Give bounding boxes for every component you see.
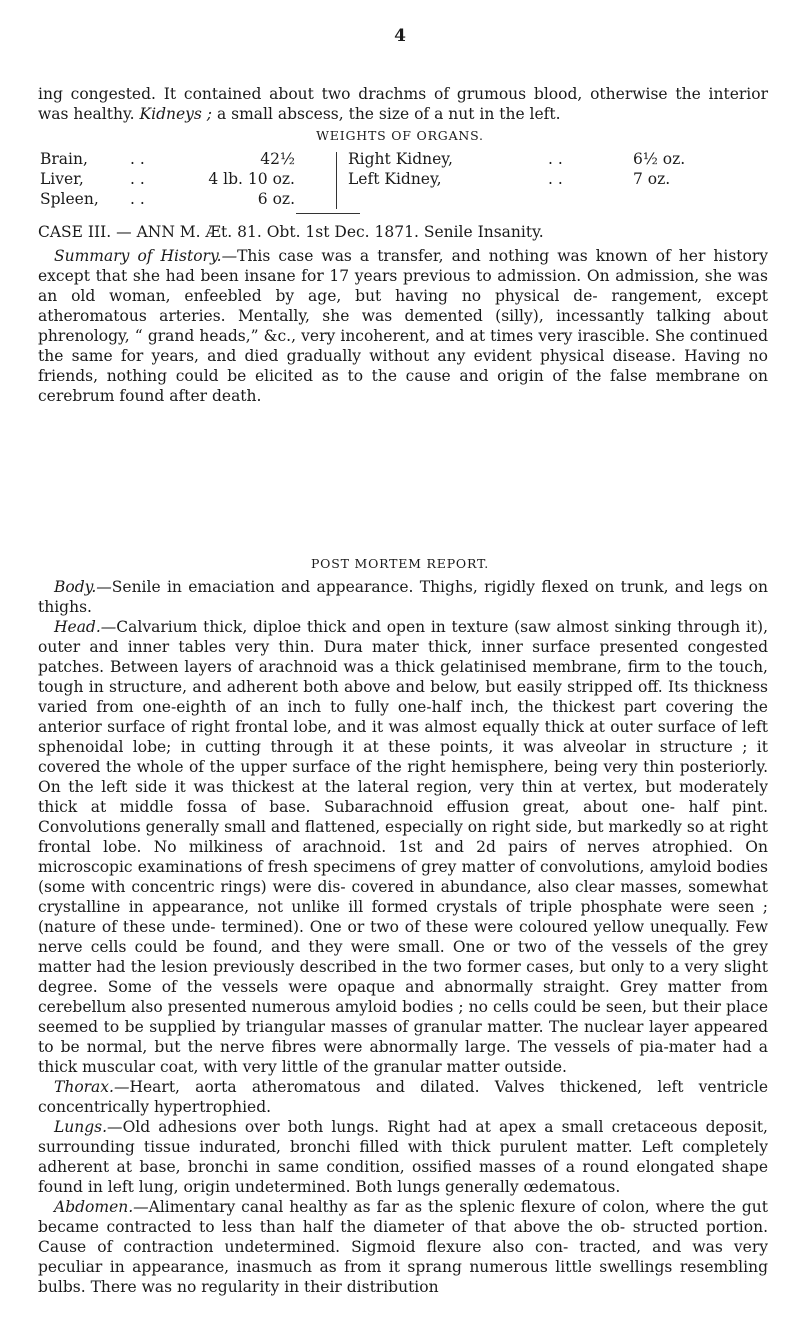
abdomen-text: Alimentary canal healthy as far as the splenic flexure of colon, where the gut became contracted to less than half the diameter of that above the ob- structed portion. Cause of contraction undetermined. Sigmoid flexure also con- tracted, and was very peculiar in appearance, inasmuch as from it sprang numerous little swellings resembling bulbs. There was no regularity in their distribution <box>38 1198 768 1296</box>
weight-row-left-kidney <box>348 169 768 189</box>
weight-row-spleen <box>40 189 320 209</box>
thorax-paragraph <box>38 1077 768 1117</box>
thorax-text: Heart, aorta atheromatous and dilated. Valves thickened, left ventricle concentrically hypertrophied. <box>38 1078 768 1116</box>
leader-dots: . . <box>130 150 145 168</box>
kidneys-text: a small abscess, the size of a nut in the left. <box>216 105 561 123</box>
case-heading: CASE III. — ANN M. Æt. 81. Obt. 1st Dec. 1871. Senile Insanity. <box>38 223 544 241</box>
organ-weight: 6½ oz. <box>633 150 686 168</box>
summary-text: This case was a transfer, and nothing was known of her history except that she had been insane for 17 years previous to admission. On admission, she was an old woman, enfeebled by age, but having no physical de- rangement, except atheromatous arteries. Mentally, she was demented (silly), incessantly talking about phrenology, “ grand heads,” &c., very incoherent, and at times very irascible. She continued the same for years, and died gradually without any evident physical disease. Having no friends, nothing could be elicited as to the cause and origin of the false membrane on cerebrum found after death. <box>38 247 769 405</box>
head-paragraph <box>38 617 768 1077</box>
leader-dots: . . <box>548 150 563 168</box>
leader-dots: . . <box>548 170 563 188</box>
organ-name: Left Kidney, <box>348 170 442 188</box>
thorax-label: Thorax.— <box>54 1078 130 1096</box>
summary-label: Summary of History.— <box>54 247 238 265</box>
organ-name: Right Kidney, <box>348 150 453 168</box>
post-mortem-heading: POST MORTEM REPORT. <box>310 556 490 571</box>
organ-weight: 4 lb. 10 oz. <box>208 170 295 188</box>
head-text: Calvarium thick, diploe thick and open in texture (saw almost sinking through it), outer and inner tables very thin. Dura mater thick, inner surface presented congested patches. Between layers of arachnoid was a thick gelatinised membrane, firm to the touch, tough in structure, and adherent both above and below, but easily stripped off. Its thickness varied from one-eighth of an inch to fully one-half inch, the thickest part covering the anterior surface of right frontal lobe, and it was almost equally thick at outer surface of left sphenoidal lobe; in cutting through it at these points, it was alveolar in structure ; it covered the whole of the upper surface of the right hemisphere, being very thin posteriorly. On the left side it was thickest at the lateral region, very thin at vertex, but moderately thick at middle fossa of base. Subarachnoid effusion great, about one- half pint. Convolutions generally small and flattened, especially on right side, but markedly so at right frontal lobe. No milkiness of arachnoid. 1st and 2d pairs of nerves atrophied. On microscopic examinations of fresh specimens of grey matter of convolutions, amyloid bodies (some with concentric rings) were dis- covered in abundance, also clear masses, somewhat crystalline in appearance, not unlike ill formed crystals of triple phosphate were seen ; (nature of these unde- termined). One or two of these were coloured yellow unequally. Few nerve cells could be found, and they were small. One or two of the vessels of the grey matter had the lesion previously described in the two former cases, but only to a very slight degree. Some of the vessels were opaque and abnormally straight. Grey matter from cerebellum also presented numerous amyloid bodies ; no cells could be seen, but their place seemed to be supplied by triangular masses of granular matter. The nuclear layer appeared to be normal, but the nerve fibres were abnormally large. The vessels of pia-mater had a thick muscular coat, with very little of the granular matter outside. <box>38 618 768 1076</box>
weight-row-right-kidney <box>348 149 768 169</box>
lungs-text: Old adhesions over both lungs. Right had at apex a small cretaceous deposit, surrounding tissue indurated, bronchi filled with thick purulent matter. Left completely adherent at base, bronchi in same condition, ossified masses of a round elongated shape found in left lung, origin undetermined. Both lungs generally œdematous. <box>38 1118 768 1196</box>
body-text: Senile in emaciation and appearance. Thighs, rigidly flexed on trunk, and legs on thighs. <box>38 578 768 616</box>
abdomen-paragraph <box>38 1197 768 1297</box>
organ-weight: 42½ <box>260 150 295 168</box>
head-label: Head.— <box>54 618 117 636</box>
lungs-paragraph <box>38 1117 768 1197</box>
abdomen-label: Abdomen.— <box>54 1198 149 1216</box>
weights-right-column <box>348 149 768 189</box>
weight-row-liver <box>40 169 320 189</box>
organ-weight: 7 oz. <box>633 170 671 188</box>
column-divider <box>336 152 337 209</box>
organ-name: Liver, <box>40 170 84 188</box>
leader-dots: . . <box>130 190 145 208</box>
intro-paragraph <box>38 84 768 124</box>
leader-dots: . . <box>130 170 145 188</box>
organ-name: Brain, <box>40 150 88 168</box>
weights-table <box>40 149 760 209</box>
organ-weight: 6 oz. <box>257 190 295 208</box>
intro-text: ing congested. It contained about two drachms of grumous blood, otherwise the interior was healthy. <box>38 85 768 123</box>
post-mortem-body <box>38 577 768 1297</box>
organ-name: Spleen, <box>40 190 99 208</box>
weights-left-column <box>40 149 320 209</box>
kidneys-label: Kidneys ; <box>139 105 213 123</box>
body-paragraph <box>38 577 768 617</box>
weights-heading: WEIGHTS OF ORGANS. <box>316 128 484 143</box>
weight-row-brain <box>40 149 320 169</box>
page-number: 4 <box>394 26 406 46</box>
summary-paragraph <box>38 246 768 406</box>
lungs-label: Lungs.— <box>54 1118 123 1136</box>
table-rule <box>296 213 360 214</box>
body-label: Body.— <box>54 578 112 596</box>
